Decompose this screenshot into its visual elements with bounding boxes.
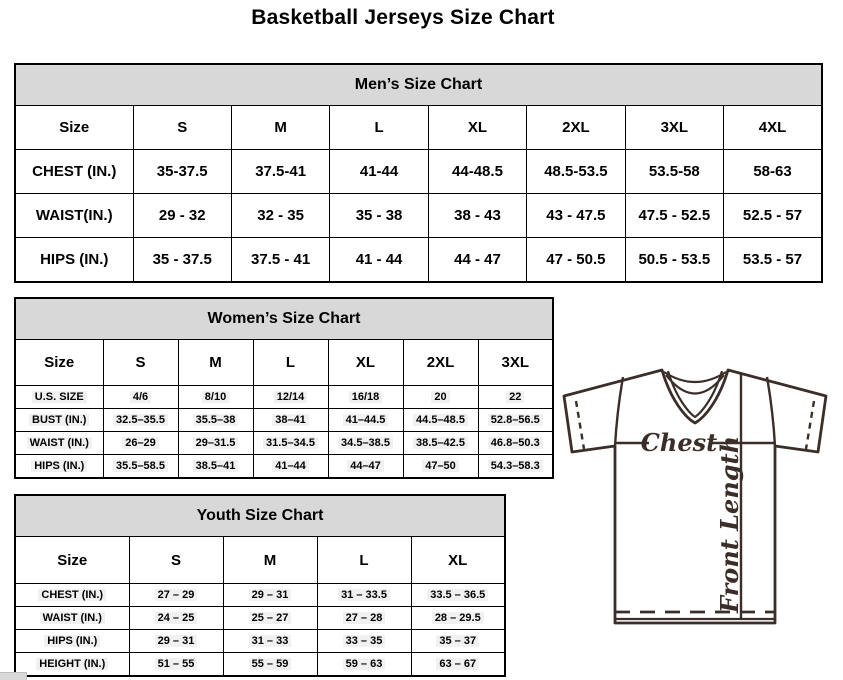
page-title: Basketball Jerseys Size Chart xyxy=(251,6,555,29)
size-value-cell: 34.5–38.5 xyxy=(328,432,403,455)
table-title: Women’s Size Chart xyxy=(15,298,553,340)
table-row xyxy=(15,455,553,479)
size-value-cell: 32 - 35 xyxy=(231,194,329,238)
size-value-cell: 25 – 27 xyxy=(223,607,317,630)
size-value-cell: 47–50 xyxy=(403,455,478,479)
size-value-cell: 35 - 37.5 xyxy=(133,238,231,283)
size-value-cell: 44.5–48.5 xyxy=(403,409,478,432)
size-value-cell: 20 xyxy=(403,386,478,409)
table-row xyxy=(15,409,553,432)
size-value-cell: 35-37.5 xyxy=(133,150,231,194)
size-value-cell: 29 – 31 xyxy=(223,584,317,607)
table-row xyxy=(15,630,505,653)
size-value-cell: 38.5–42.5 xyxy=(403,432,478,455)
row-label: CHEST (IN.) xyxy=(15,150,133,194)
size-value-cell: 26–29 xyxy=(103,432,178,455)
column-header: M xyxy=(178,340,253,386)
column-header: Size xyxy=(15,106,133,150)
size-value-cell: 24 – 25 xyxy=(129,607,223,630)
size-value-cell: 31 – 33 xyxy=(223,630,317,653)
row-label: WAIST (IN.) xyxy=(15,432,103,455)
size-value-cell: 31 – 33.5 xyxy=(317,584,411,607)
column-header: L xyxy=(317,537,411,584)
size-value-cell: 22 xyxy=(478,386,553,409)
column-header-row xyxy=(15,537,505,584)
size-value-cell: 8/10 xyxy=(178,386,253,409)
size-value-cell: 38 - 43 xyxy=(428,194,526,238)
size-value-cell: 50.5 - 53.5 xyxy=(625,238,723,283)
size-value-cell: 44–47 xyxy=(328,455,403,479)
jersey-measurement-diagram xyxy=(551,356,843,648)
size-value-cell: 29–31.5 xyxy=(178,432,253,455)
front-length-label: Front Length xyxy=(715,435,744,613)
table-row xyxy=(15,432,553,455)
size-value-cell: 35 - 38 xyxy=(330,194,428,238)
size-value-cell: 27 – 28 xyxy=(317,607,411,630)
size-value-cell: 58-63 xyxy=(724,150,822,194)
column-header: XL xyxy=(411,537,505,584)
size-value-cell: 52.8–56.5 xyxy=(478,409,553,432)
column-header: S xyxy=(129,537,223,584)
column-header: 3XL xyxy=(625,106,723,150)
column-header: S xyxy=(133,106,231,150)
size-value-cell: 47 - 50.5 xyxy=(527,238,625,283)
size-value-cell: 27 – 29 xyxy=(129,584,223,607)
row-label: HIPS (IN.) xyxy=(15,238,133,283)
row-label: HIPS (IN.) xyxy=(15,630,129,653)
column-header: L xyxy=(253,340,328,386)
row-label: WAIST(IN.) xyxy=(15,194,133,238)
size-value-cell: 59 – 63 xyxy=(317,653,411,677)
size-value-cell: 41–44.5 xyxy=(328,409,403,432)
size-value-cell: 46.8–50.3 xyxy=(478,432,553,455)
table-row xyxy=(15,238,822,283)
size-value-cell: 52.5 - 57 xyxy=(724,194,822,238)
mens-size-table xyxy=(14,63,823,283)
chest-label: Chest xyxy=(640,428,718,457)
size-value-cell: 53.5 - 57 xyxy=(724,238,822,283)
womens-size-table xyxy=(14,297,554,479)
collar-arc-top xyxy=(664,372,726,382)
size-value-cell: 44 - 47 xyxy=(428,238,526,283)
size-value-cell: 41 - 44 xyxy=(330,238,428,283)
table-row xyxy=(15,584,505,607)
size-value-cell: 35.5–58.5 xyxy=(103,455,178,479)
size-value-cell: 35 – 37 xyxy=(411,630,505,653)
size-value-cell: 38–41 xyxy=(253,409,328,432)
size-value-cell: 54.3–58.3 xyxy=(478,455,553,479)
column-header: XL xyxy=(428,106,526,150)
size-value-cell: 55 – 59 xyxy=(223,653,317,677)
column-header: M xyxy=(223,537,317,584)
column-header-row xyxy=(15,106,822,150)
column-header: L xyxy=(330,106,428,150)
size-value-cell: 63 – 67 xyxy=(411,653,505,677)
table-row xyxy=(15,653,505,677)
jersey-svg xyxy=(551,356,843,648)
size-value-cell: 53.5-58 xyxy=(625,150,723,194)
column-header: 2XL xyxy=(527,106,625,150)
size-value-cell: 35.5–38 xyxy=(178,409,253,432)
table-title: Men’s Size Chart xyxy=(15,64,822,106)
size-value-cell: 33 – 35 xyxy=(317,630,411,653)
size-value-cell: 29 - 32 xyxy=(133,194,231,238)
size-value-cell: 43 - 47.5 xyxy=(527,194,625,238)
size-value-cell: 4/6 xyxy=(103,386,178,409)
column-header: XL xyxy=(328,340,403,386)
size-value-cell: 12/14 xyxy=(253,386,328,409)
table-row xyxy=(15,194,822,238)
size-value-cell: 38.5–41 xyxy=(178,455,253,479)
size-value-cell: 41-44 xyxy=(330,150,428,194)
row-label: HIPS (IN.) xyxy=(15,455,103,479)
size-value-cell: 48.5-53.5 xyxy=(527,150,625,194)
row-label: CHEST (IN.) xyxy=(15,584,129,607)
column-header: Size xyxy=(15,537,129,584)
size-value-cell: 37.5-41 xyxy=(231,150,329,194)
column-header: S xyxy=(103,340,178,386)
size-value-cell: 37.5 - 41 xyxy=(231,238,329,283)
youth-size-table xyxy=(14,494,506,677)
row-label: WAIST (IN.) xyxy=(15,607,129,630)
size-value-cell: 41–44 xyxy=(253,455,328,479)
row-label: HEIGHT (IN.) xyxy=(15,653,129,677)
size-value-cell: 32.5–35.5 xyxy=(103,409,178,432)
size-value-cell: 16/18 xyxy=(328,386,403,409)
row-label: U.S. SIZE xyxy=(15,386,103,409)
size-value-cell: 33.5 – 36.5 xyxy=(411,584,505,607)
jersey-outline xyxy=(564,370,826,623)
column-header: 2XL xyxy=(403,340,478,386)
size-value-cell: 44-48.5 xyxy=(428,150,526,194)
size-value-cell: 29 – 31 xyxy=(129,630,223,653)
size-value-cell: 51 – 55 xyxy=(129,653,223,677)
table-row xyxy=(15,386,553,409)
column-header: Size xyxy=(15,340,103,386)
size-value-cell: 47.5 - 52.5 xyxy=(625,194,723,238)
table-row xyxy=(15,150,822,194)
table-row xyxy=(15,607,505,630)
column-header: 3XL xyxy=(478,340,553,386)
column-header: 4XL xyxy=(724,106,822,150)
table-title: Youth Size Chart xyxy=(15,495,505,537)
size-value-cell: 28 – 29.5 xyxy=(411,607,505,630)
column-header: M xyxy=(231,106,329,150)
size-value-cell: 31.5–34.5 xyxy=(253,432,328,455)
row-label: BUST (IN.) xyxy=(15,409,103,432)
column-header-row xyxy=(15,340,553,386)
